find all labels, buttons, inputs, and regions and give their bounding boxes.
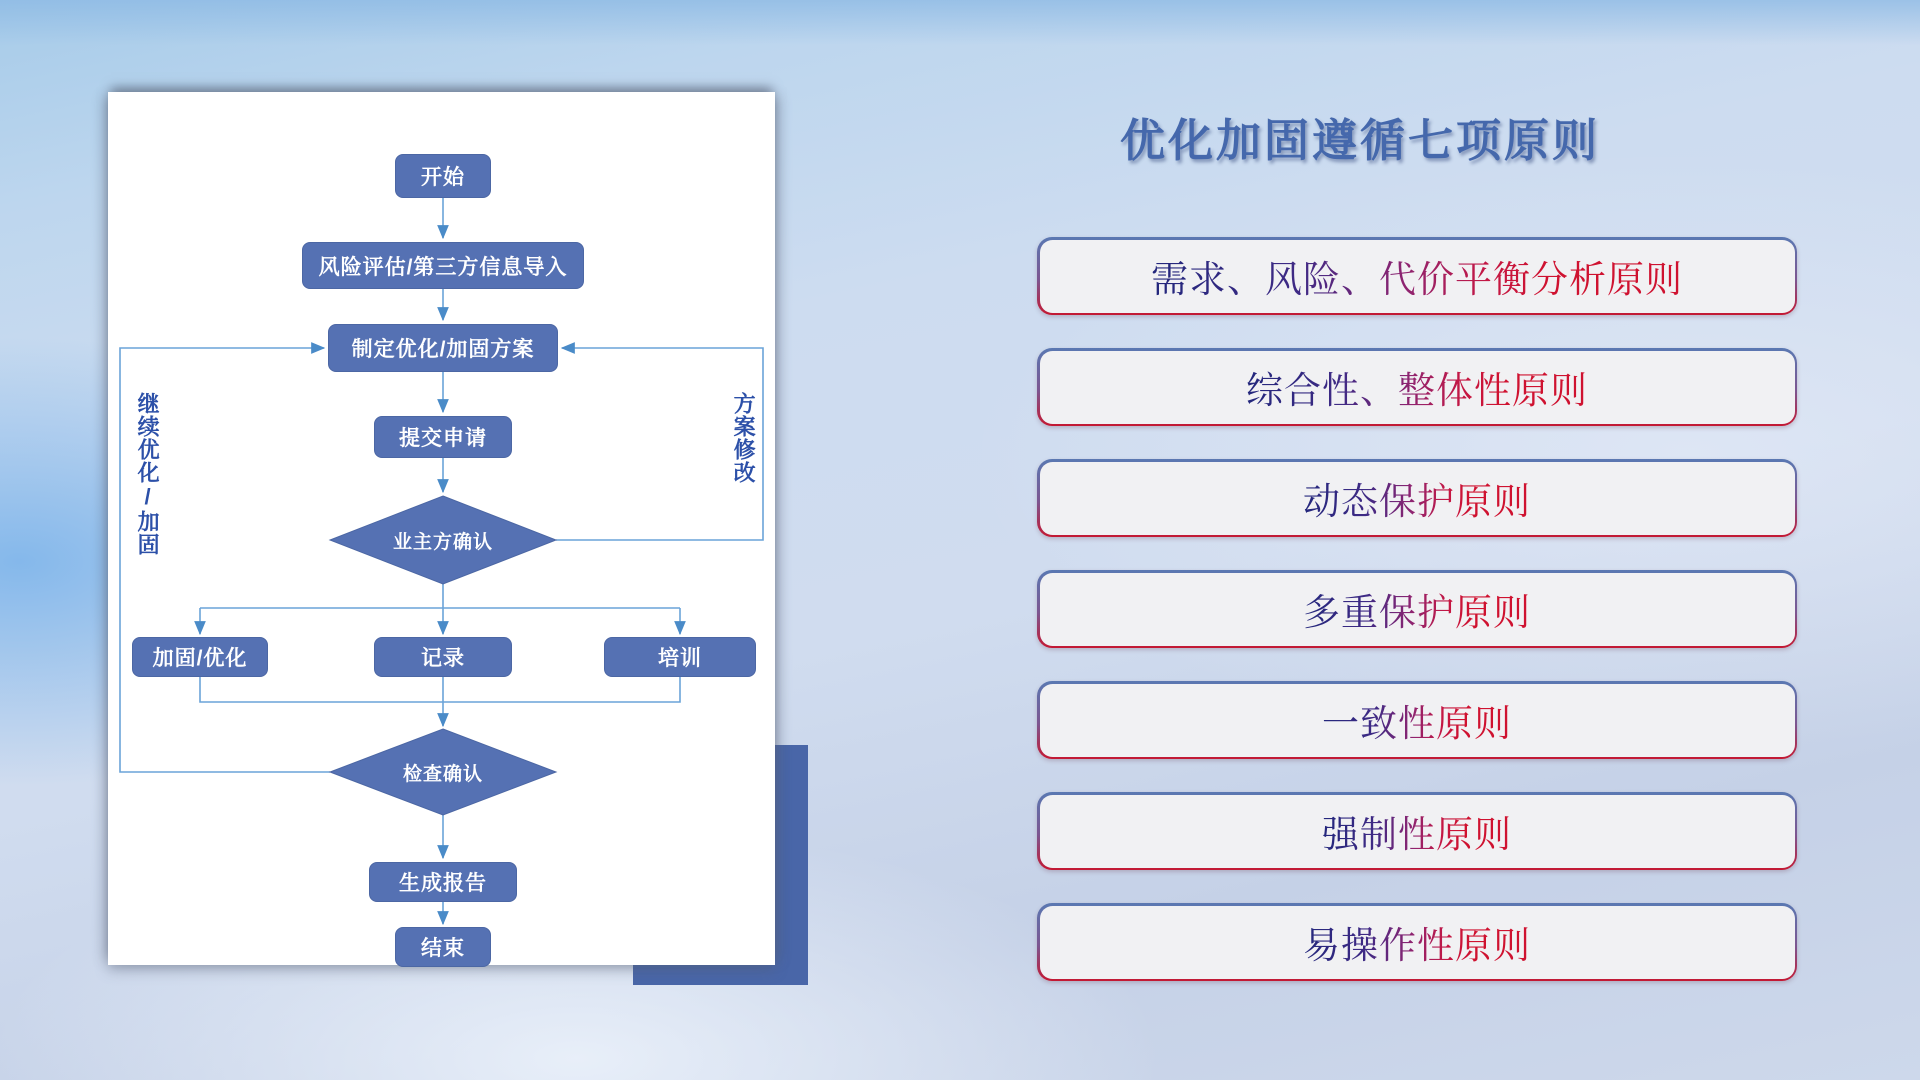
loop-label-continue: 继续优化/加固	[135, 392, 161, 556]
principle-box-1	[1037, 237, 1797, 315]
node-risk-import: 风险评估/第三方信息导入	[302, 242, 584, 289]
node-start: 开始	[395, 154, 491, 198]
branch-distribution-line	[200, 584, 680, 608]
node-owner-confirm-label: 业主方确认	[392, 531, 493, 553]
principle-box-2	[1037, 348, 1797, 426]
page-title: 优化加固遵循七项原则	[1119, 115, 1600, 166]
principle-box-4	[1037, 570, 1797, 648]
principle-text-7: 易操作性原则	[1303, 915, 1531, 969]
node-end: 结束	[395, 927, 491, 967]
flowchart-card	[108, 92, 775, 965]
node-record: 记录	[374, 637, 512, 677]
node-harden: 加固/优化	[132, 637, 268, 677]
principle-text-6: 强制性原则	[1322, 804, 1512, 858]
principle-box-5	[1037, 681, 1797, 759]
node-check-confirm-label: 检查确认	[402, 763, 483, 785]
node-report: 生成报告	[369, 862, 517, 902]
node-training: 培训	[604, 637, 756, 677]
principle-box-3	[1037, 459, 1797, 537]
principle-box-7	[1037, 903, 1797, 981]
node-submit: 提交申请	[374, 416, 512, 458]
principle-text-1: 需求、风险、代价平衡分析原则	[1151, 249, 1683, 303]
principle-text-2: 综合性、整体性原则	[1246, 360, 1588, 414]
principle-text-5: 一致性原则	[1322, 693, 1512, 747]
principle-text-4: 多重保护原则	[1303, 582, 1531, 636]
branch-collector-line	[200, 677, 680, 702]
loop-label-revise: 方案修改	[731, 392, 757, 484]
node-make-plan: 制定优化/加固方案	[328, 324, 558, 372]
principle-box-6	[1037, 792, 1797, 870]
principle-text-3: 动态保护原则	[1303, 471, 1531, 525]
